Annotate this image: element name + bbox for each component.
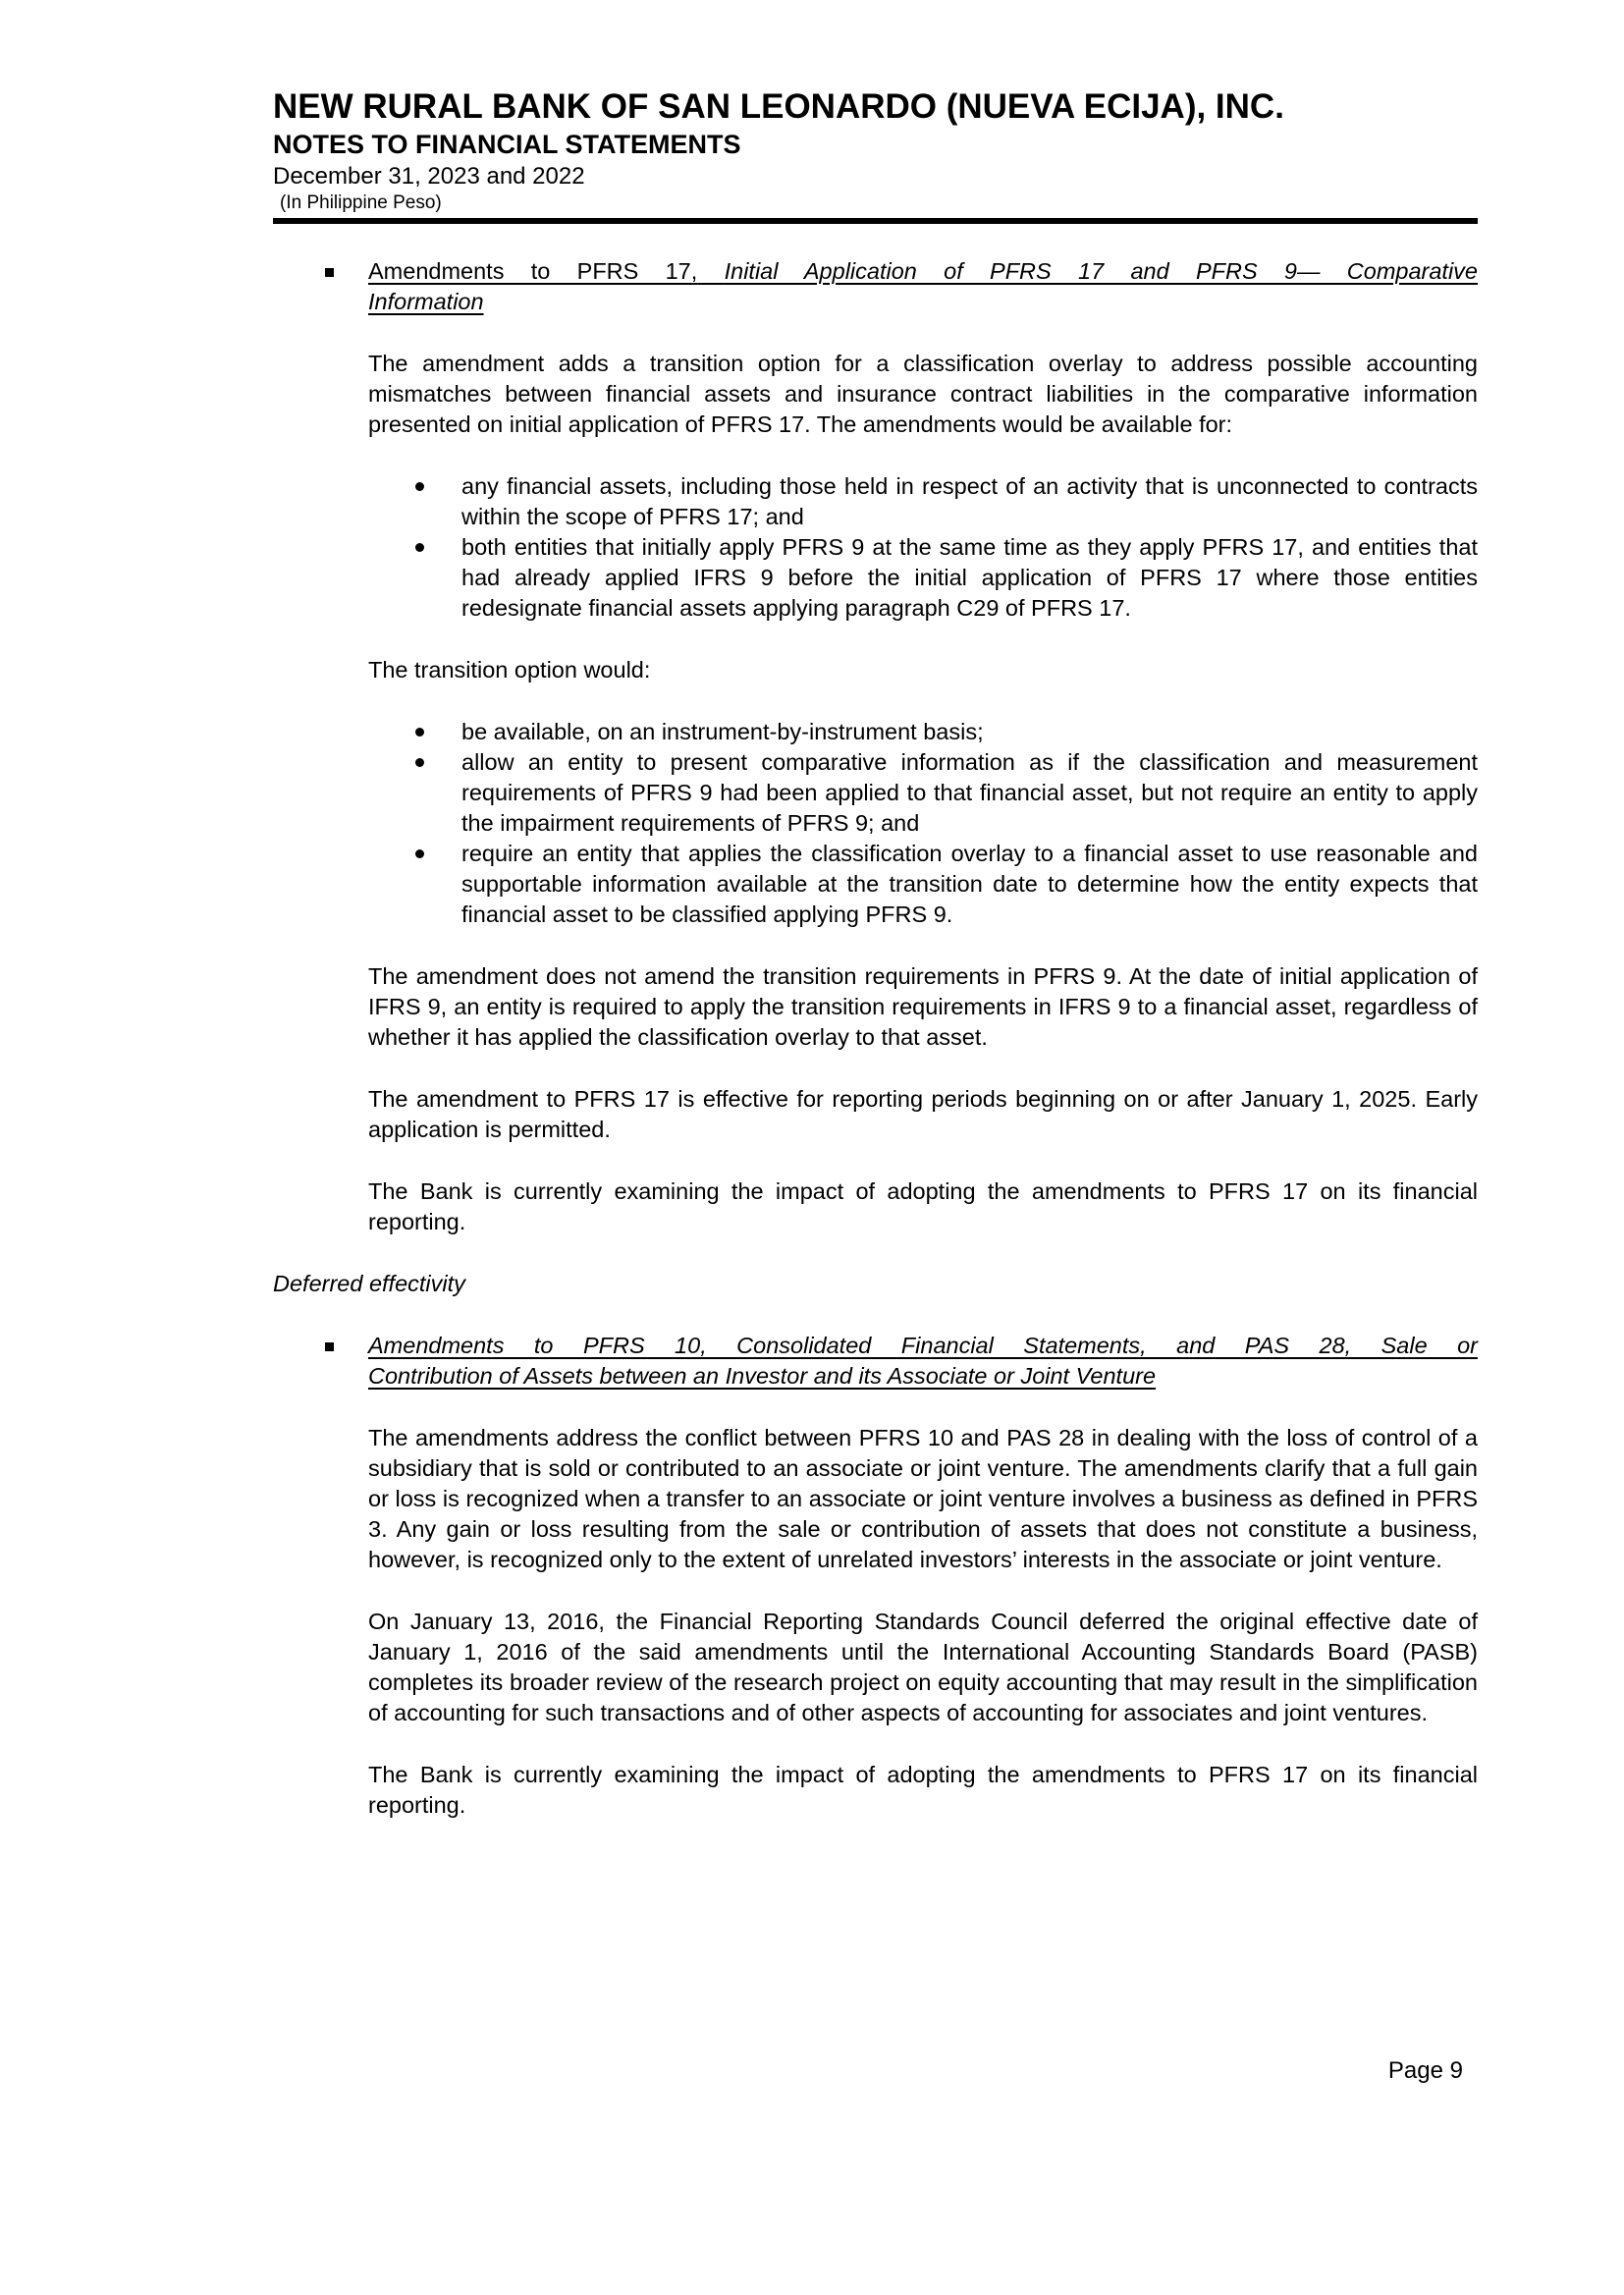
heading-prefix: Amendments to PFRS 17, bbox=[368, 258, 698, 284]
standard-heading-pfrs10-pas28 bbox=[325, 1331, 1478, 1392]
heading-text bbox=[368, 256, 1478, 317]
list-item-text: be available, on an instrument-by-instrument basis; bbox=[461, 719, 984, 744]
para-transition-intro: The transition option would: bbox=[368, 657, 651, 683]
para-conflict: The amendments address the conflict between PFRS 10 and PAS 28 in dealing with the loss of control of a subsidiary that is sold or contributed to an associate or joint venture. The amendments clarify that a full gain or loss is recognized when a transfer to an associate or joint venture involves a business as defined in PFRS 3. Any gain or loss resulting from the sale or contribution of assets that does not constitute a business, however, is recognized only to the extent of unrelated investors’ interests in the associate or joint venture. bbox=[368, 1425, 1478, 1572]
para-bank-examining-1: The Bank is currently examining the impact of adopting the amendments to PFRS 17 on its financial reporting. bbox=[368, 1178, 1478, 1234]
heading-line-2 bbox=[368, 287, 1478, 317]
document-header bbox=[273, 86, 1478, 224]
list-item bbox=[415, 532, 1478, 624]
header-rule bbox=[273, 218, 1478, 224]
list-item bbox=[415, 717, 1478, 747]
document-title: NOTES TO FINANCIAL STATEMENTS bbox=[273, 130, 741, 159]
list-item-text: both entities that initially apply PFRS 9 at the same time as they apply PFRS 17, and entities that had already applied IFRS 9 before the initial application of PFRS 17 where those entities redesignate financial assets applying paragraph C29 of PFRS 17. bbox=[461, 534, 1478, 621]
standard-heading-pfrs17 bbox=[325, 256, 1478, 317]
bullet-list-available-for bbox=[415, 471, 1478, 624]
list-item bbox=[415, 747, 1478, 839]
list-item bbox=[415, 471, 1478, 532]
heading-line-2 bbox=[368, 1361, 1478, 1392]
bullet-list-transition-option bbox=[415, 717, 1478, 930]
circle-bullet-icon bbox=[415, 532, 461, 624]
heading-title-part2: Information bbox=[368, 289, 484, 314]
heading-title-part1: Initial Application of PFRS 17 and PFRS 9— Comparative bbox=[724, 258, 1478, 284]
circle-bullet-icon bbox=[415, 747, 461, 839]
circle-bullet-icon bbox=[415, 717, 461, 747]
heading-text bbox=[368, 1331, 1478, 1392]
circle-bullet-icon bbox=[415, 839, 461, 930]
bank-name: NEW RURAL BANK OF SAN LEONARDO (NUEVA ECIJA), INC. bbox=[273, 87, 1284, 126]
para-effective-date: The amendment to PFRS 17 is effective for reporting periods beginning on or after January 1, 2025. Early application is permitted. bbox=[368, 1086, 1478, 1142]
para-intro: The amendment adds a transition option for a classification overlay to address possible accounting mismatches between financial assets and insurance contract liabilities in the comparative information presented on initial application of PFRS 17. The amendments would be available for: bbox=[368, 351, 1478, 437]
heading-title-part2: Contribution of Assets between an Investor and its Associate or Joint Venture bbox=[368, 1363, 1157, 1389]
date-line: December 31, 2023 and 2022 bbox=[273, 163, 585, 190]
square-bullet-icon bbox=[325, 1331, 368, 1392]
square-bullet-icon bbox=[325, 256, 368, 317]
page-number: Page 9 bbox=[1387, 2057, 1463, 2084]
deferred-effectivity-heading: Deferred effectivity bbox=[273, 1271, 465, 1296]
document-body bbox=[273, 256, 1478, 1821]
currency-note: (In Philippine Peso) bbox=[280, 192, 442, 213]
heading-line-1 bbox=[368, 256, 1478, 287]
circle-bullet-icon bbox=[415, 471, 461, 532]
para-deferral: On January 13, 2016, the Financial Reporting Standards Council deferred the original effective date of January 1, 2016 of the said amendments until the International Accounting Standards Board (PASB) completes its broader review of the research project on equity accounting that may result in the simplification of accounting for such transactions and of other aspects of accounting for associates and joint ventures. bbox=[368, 1609, 1478, 1725]
list-item-text: allow an entity to present comparative information as if the classification and measurement requirements of PFRS 9 had been applied to that financial asset, but not require an entity to apply the impairment requirements of PFRS 9; and bbox=[461, 749, 1478, 836]
heading-line-1: Amendments to PFRS 10, Consolidated Financial Statements, and PAS 28, Sale or bbox=[368, 1333, 1478, 1358]
list-item-text: require an entity that applies the classification overlay to a financial asset to use reasonable and supportable information available at the transition date to determine how the entity expects that financial asset to be classified applying PFRS 9. bbox=[461, 841, 1478, 927]
para-bank-examining-2: The Bank is currently examining the impact of adopting the amendments to PFRS 17 on its financial reporting. bbox=[368, 1762, 1478, 1818]
list-item bbox=[415, 839, 1478, 930]
list-item-text: any financial assets, including those held in respect of an activity that is unconnected to contracts within the scope of PFRS 17; and bbox=[461, 473, 1478, 529]
para-no-amend: The amendment does not amend the transition requirements in PFRS 9. At the date of initial application of IFRS 9, an entity is required to apply the transition requirements in IFRS 9 to a financial asset, regardless of whether it has applied the classification overlay to that asset. bbox=[368, 963, 1478, 1050]
